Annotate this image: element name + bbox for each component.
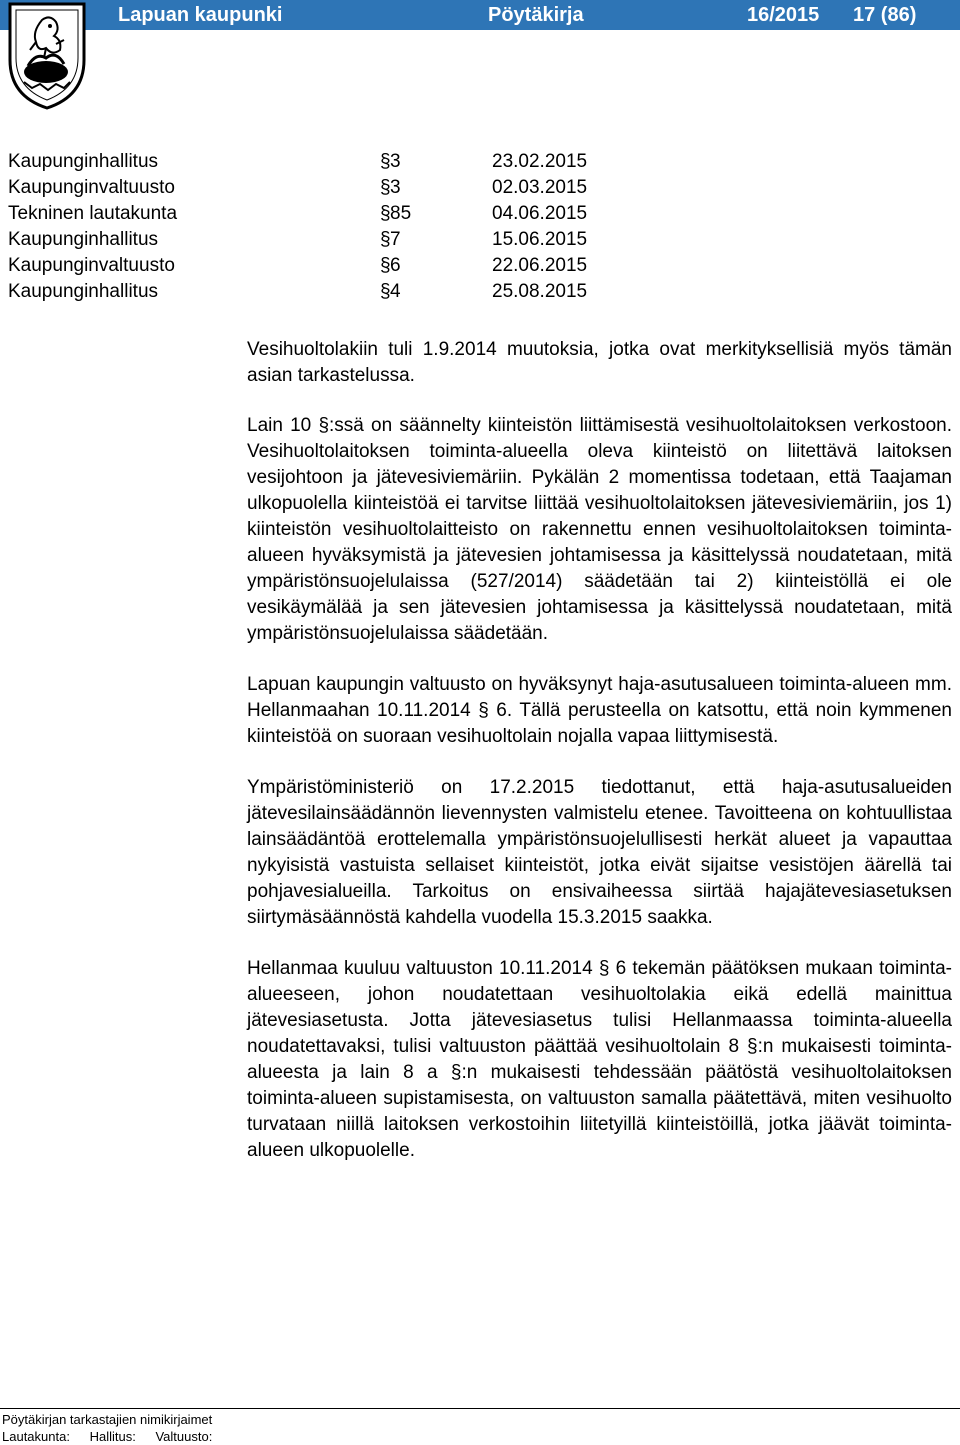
history-date: 04.06.2015 — [492, 203, 588, 224]
history-date: 23.02.2015 — [492, 151, 588, 172]
signature-footer — [0, 1408, 960, 1444]
page-header — [0, 0, 960, 30]
history-body: Tekninen lautakunta — [8, 203, 178, 224]
history-date: 22.06.2015 — [492, 255, 588, 276]
city-name: Lapuan kaupunki — [118, 4, 283, 26]
history-row — [8, 254, 648, 280]
history-row — [8, 202, 648, 228]
document-type: Pöytäkirja — [488, 4, 584, 26]
history-section-number: 85 — [390, 203, 412, 224]
body-paragraph: Vesihuoltolakiin tuli 1.9.2014 muutoksia, jotka ovat merkityksellisiä myös tämän asian tarkastelussa. — [247, 339, 952, 386]
body-paragraph: Lapuan kaupungin valtuusto on hyväksynyt haja-asutusalueen toiminta-alueen mm. Hellanmaahan 10.11.2014 § 6. Tällä perusteella on katsottu, että noin kymmenen kiinteistöä on suoraan vesihuoltolain nojalla vapaa liittymisestä. — [247, 674, 952, 747]
decision-history — [8, 150, 648, 306]
history-section-number: 6 — [390, 255, 401, 276]
signatures-label: Pöytäkirjan tarkastajien nimikirjaimet — [2, 1412, 213, 1427]
history-body: Kaupunginvaltuusto — [8, 177, 175, 198]
section-sign: § — [380, 151, 391, 172]
history-row — [8, 176, 648, 202]
history-section-number: 7 — [390, 229, 401, 250]
meeting-number: 16/2015 — [747, 4, 820, 26]
history-body: Kaupunginhallitus — [8, 229, 159, 250]
body-paragraph: Hellanmaa kuuluu valtuuston 10.11.2014 § 6 tekemän päätöksen mukaan toiminta-alueeseen, johon noudatettaan vesihuoltolakia eikä edellä mainittua jätevesiasetusta. Jotta jätevesiasetus tulisi Hellanmaassa toiminta-alueella noudatettavaksi, tulisi valtuuston päättää vesihuoltolain 8 §:n mukaisesti toiminta-alueesta ja lain 8 a §:n mukaisesti tehdessään päätöstä vesihuoltolaitoksen toiminta-alueen supistamisesta, on valtuuston samalla päätettävä, miten vesihuolto turvataan niillä laitoksen verkostoihin liitetyillä kiinteistöillä, jotka jäävät toiminta-alueen ulkopuolelle. — [247, 958, 952, 1161]
history-row — [8, 228, 648, 254]
body-paragraph: Lain 10 §:ssä on säännelty kiinteistön liittämisestä vesihuoltolaitoksen verkostoon. Vesihuoltolaitoksen toiminta-alueella oleva kiinteistö on liitettävä laitoksen vesijohtoon ja jätevesiviemäriin. Pykälän 2 momentissa todetaan, että Taajaman ulkopuolella kiinteistöä ei tarvitse liittää vesihuoltolaitoksen jätevesiviemäriin, jos 1) kiinteistön vesihuoltolaitteisto on rakennettu ennen vesihuoltolaitoksen toiminta-alueen hyväksymistä ja jätevesien johtamisessa ja käsittelyssä noudatetaan, mitä ympäristönsuojelulaissa (527/2014) säädetään tai 2) kiinteistöllä ei ole vesikäymälää ja sen jätevesien johtamisessa ja käsittelyssä noudatetaan, mitä ympäristönsuojelulaissa säädetään. — [247, 415, 952, 644]
history-body: Kaupunginvaltuusto — [8, 255, 175, 276]
section-sign: § — [380, 177, 391, 198]
coat-of-arms-logo — [6, 0, 88, 112]
lautakunta-label: Lautakunta: — [2, 1429, 70, 1444]
history-date: 02.03.2015 — [492, 177, 588, 198]
history-body: Kaupunginhallitus — [8, 281, 159, 302]
valtuusto-label: Valtuusto: — [155, 1429, 213, 1444]
section-sign: § — [380, 203, 391, 224]
page-number: 17 (86) — [853, 4, 917, 26]
history-date: 15.06.2015 — [492, 229, 588, 250]
history-section-number: 3 — [390, 151, 401, 172]
section-sign: § — [380, 281, 391, 302]
minutes-body — [247, 337, 952, 1189]
signature-fields — [2, 1429, 228, 1445]
history-date: 25.08.2015 — [492, 281, 588, 302]
history-section-number: 3 — [390, 177, 401, 198]
section-sign: § — [380, 229, 391, 250]
history-body: Kaupunginhallitus — [8, 151, 159, 172]
section-sign: § — [380, 255, 391, 276]
hallitus-label: Hallitus: — [89, 1429, 136, 1444]
history-row — [8, 280, 648, 306]
body-paragraph: Ympäristöministeriö on 17.2.2015 tiedottanut, että haja-asutusalueiden jätevesilainsäädännön lievennysten valmistelu etenee. Tavoitteena on kohtuullistaa lainsäädäntöä erottelemalla ympäristönsuojelullisesti herkät alueet ja vapauttaa nykyisistä vastuista sellaiset kiinteistöt, jotka eivät sijaitse vesistöjen äärellä tai pohjavesialueilla. Tarkoitus on ensivaiheessa siirtää hajajätevesiasetuksen siirtymäsäännöstä kahdella vuodella 15.3.2015 saakka. — [247, 777, 952, 928]
history-row — [8, 150, 648, 176]
history-section-number: 4 — [390, 281, 401, 302]
